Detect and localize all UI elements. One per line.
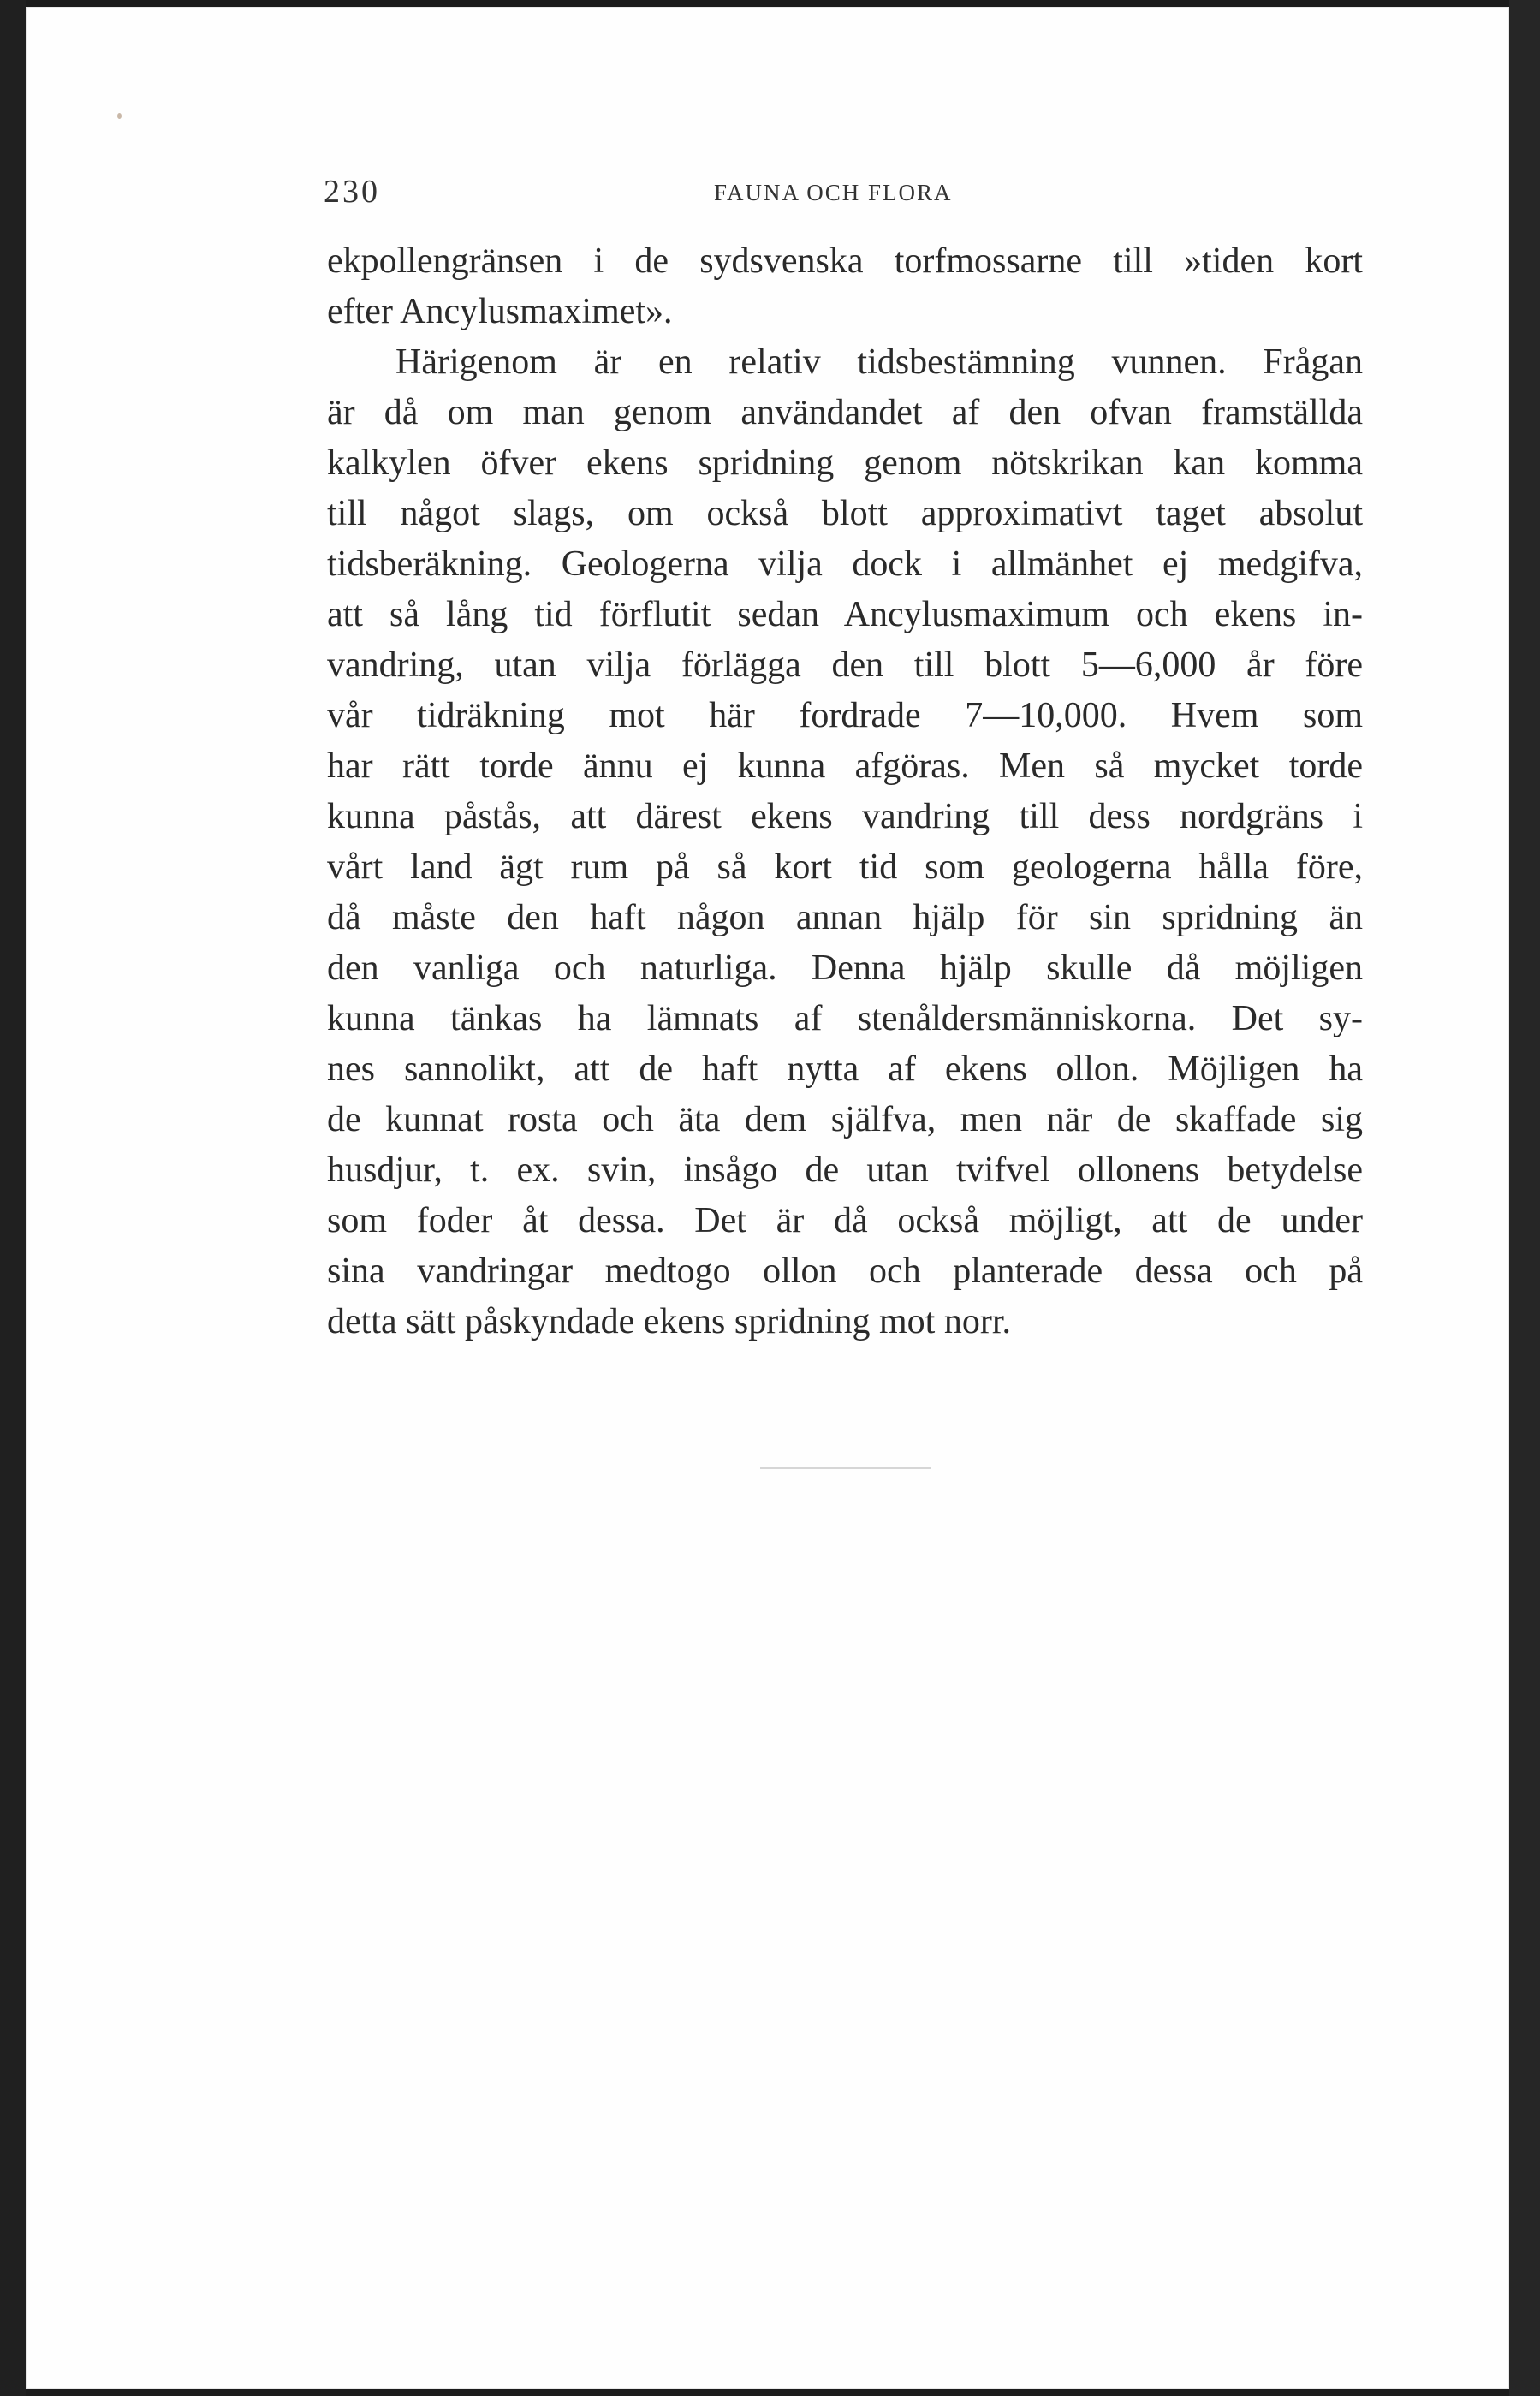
page-header	[300, 173, 1354, 211]
text-line: ekpollengränsen i de sydsvenska torfmossarne till »tiden kort	[327, 241, 1363, 281]
text-line: vårt land ägt rum på så kort tid som geologerna hålla före,	[327, 847, 1363, 887]
text-line: den vanliga och naturliga. Denna hjälp skulle då möjligen	[327, 948, 1363, 988]
paragraph-1	[327, 236, 1363, 337]
scan-left-border	[0, 0, 26, 2396]
running-head: FAUNA OCH FLORA	[714, 180, 953, 205]
text-line: kunna tänkas ha lämnats af stenåldersmänniskorna. Det sy-	[327, 999, 1363, 1038]
text-line: kalkylen öfver ekens spridning genom nötskrikan kan komma	[327, 443, 1363, 483]
text-line: vår tidräkning mot här fordrade 7—10,000. Hvem som	[327, 696, 1363, 735]
text-line: tidsberäkning. Geologerna vilja dock i allmänhet ej medgifva,	[327, 544, 1363, 584]
text-line: kunna påstås, att därest ekens vandring till dess nordgräns i	[327, 797, 1363, 836]
faint-rule	[760, 1467, 931, 1469]
text-line: som foder åt dessa. Det är då också möjligt, att de under	[327, 1201, 1363, 1240]
text-line: Härigenom är en relativ tidsbestämning vunnen. Frågan	[395, 342, 1363, 382]
text-line: vandring, utan vilja förlägga den till blott 5—6,000 år före	[327, 645, 1363, 685]
text-line: efter Ancylusmaximet».	[327, 292, 673, 331]
text-line: nes sannolikt, att de haft nytta af ekens ollon. Möjligen ha	[327, 1049, 1363, 1089]
text-line: är då om man genom användandet af den ofvan framställda	[327, 393, 1363, 432]
text-line: detta sätt påskyndade ekens spridning mot norr.	[327, 1302, 1012, 1341]
paragraph-2	[327, 337, 1363, 1347]
text-line: de kunnat rosta och äta dem själfva, men när de skaffade sig	[327, 1100, 1363, 1139]
text-line: har rätt torde ännu ej kunna afgöras. Men så mycket torde	[327, 746, 1363, 786]
paper-speck	[117, 113, 122, 119]
text-line: till något slags, om också blott approximativt taget absolut	[327, 494, 1363, 533]
body-text	[327, 236, 1363, 1347]
text-line: husdjur, t. ex. svin, insågo de utan tvifvel ollonens betydelse	[327, 1150, 1363, 1190]
scan-right-border	[1509, 0, 1540, 2396]
text-line: då måste den haft någon annan hjälp för sin spridning än	[327, 898, 1363, 937]
text-line: att så lång tid förflutit sedan Ancylusmaximum och ekens in-	[327, 595, 1363, 634]
page-number: 230	[324, 174, 380, 210]
text-line: sina vandringar medtogo ollon och planterade dessa och på	[327, 1252, 1363, 1291]
